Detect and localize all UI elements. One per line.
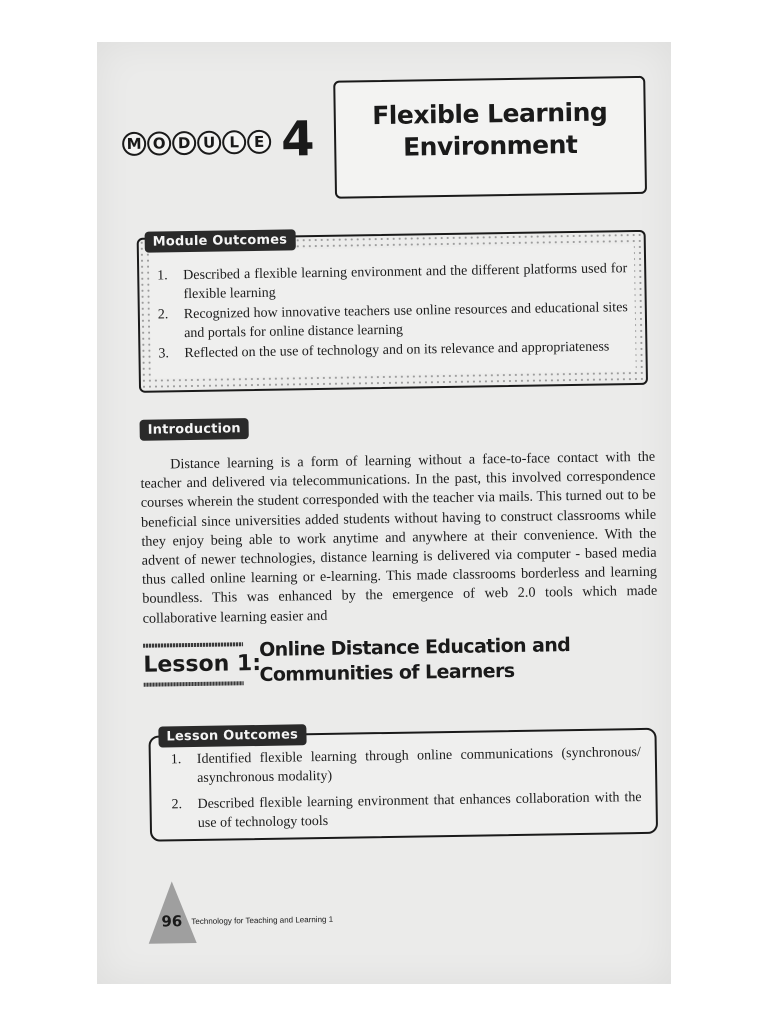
item-number: 1. [157,268,168,284]
module-outcomes-label: Module Outcomes [145,229,296,252]
module-title-box [333,76,647,199]
module-title-line1: Flexible Learning [371,97,608,131]
lesson-title [259,633,571,688]
module-word [122,130,271,156]
item-number: 2. [157,307,169,323]
module-outcomes-list [157,260,628,366]
lesson-rule-top [143,642,243,648]
lesson-rule-bottom [144,681,244,687]
lesson-outcomes-list [171,744,642,835]
item-number: 1. [170,752,182,768]
module-number: 4 [280,111,315,168]
list-item [158,299,629,343]
introduction-paragraph: Distance learning is a form of learning without a face-to-face contact with the teacher and delivered via telecommunications. In the past, this involved correspondence courses wherein the student corresponded with the teacher via mails. This turned out to be beneficial since universities added students without having to construct classrooms while they enjoy being able to work anytime and anywhere at their convenience. With the advent of newer technologies, distance learning is delivered via computer - based media thus called online learning or e-learning. This made classrooms borderless and learning boundless. This was enhanced by the emergence of web 2.0 tools which made collaborative learning easier and [140,448,658,627]
lesson-label: Lesson 1: [143,650,262,678]
page-content [90,38,679,989]
module-letter: U [197,131,221,155]
module-outcomes-inner [149,244,636,379]
module-letter: L [222,130,246,154]
item-text: Described flexible learning environment that enhances collaboration with the use of technology tools [197,789,642,831]
introduction-label: Introduction [140,418,249,441]
lesson-title-line1: Online Distance Education and [258,634,571,661]
page-number: 96 [161,912,183,931]
module-letter: O [147,131,171,155]
lesson-outcomes-label: Lesson Outcomes [158,724,306,747]
lesson-title-line2: Communities of Learners [259,659,515,686]
item-text: Described a flexible learning environment and the different platforms used for flexible learning [183,261,628,302]
book-page [97,42,671,984]
list-item [157,260,628,304]
module-outcomes-box [137,230,648,393]
module-letter: E [247,130,271,154]
module-title-line2: Environment [402,129,578,162]
item-number: 3. [158,346,170,362]
item-number: 2. [171,797,183,813]
item-text: Identified flexible learning through online communications (synchronous/ asynchronous modality) [196,744,641,786]
list-item [171,789,642,833]
item-text: Reflected on the use of technology and on its relevance and appropriateness [184,339,610,362]
module-letter: D [172,131,196,155]
list-item [171,744,642,788]
module-title [336,96,645,165]
module-letter: M [122,132,146,156]
footer-book-title: Technology for Teaching and Learning 1 [191,914,334,927]
item-text: Recognized how innovative teachers use online resources and educational sites and portals for online distance learning [183,300,628,341]
